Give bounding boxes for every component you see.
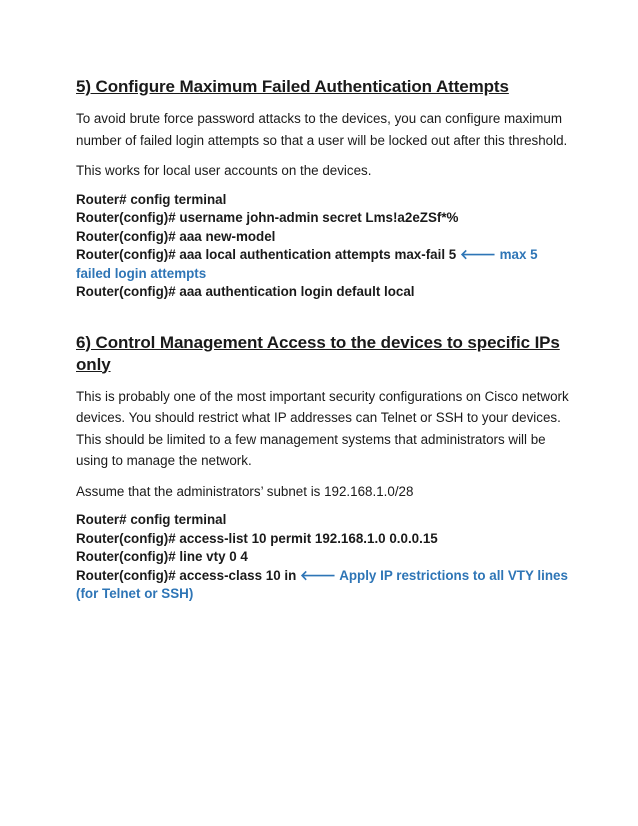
code-line: Router(config)# access-list 10 permit 192.168.1.0 0.0.0.15: [76, 530, 438, 546]
left-arrow-icon: 🡐: [459, 247, 496, 262]
section-5-heading: 5) Configure Maximum Failed Authentication Attempts: [76, 77, 509, 96]
code-annotation: max 5 failed login attempts: [76, 247, 538, 281]
code-text: Router(config)# aaa local authentication attempts max-fail 5: [76, 247, 457, 262]
section-5-code-block: [76, 191, 576, 302]
section-5-paragraph-1: To avoid brute force password attacks to the devices, you can configure maximum number of failed login attempts so that a user will be locked out after this threshold.: [76, 111, 568, 148]
code-line-with-note: [76, 567, 576, 604]
code-line: Router(config)# username john-admin secret Lms!a2eZSf*%: [76, 210, 459, 225]
code-text: Router(config)# access-class 10 in: [76, 567, 297, 583]
code-line-with-note: [76, 246, 576, 283]
code-line: Router(config)# aaa authentication login default local: [76, 284, 415, 299]
code-line: Router(config)# aaa new-model: [76, 228, 276, 244]
code-line: Router# config terminal: [76, 512, 227, 527]
section-6-code-block: [76, 511, 576, 604]
code-annotation: Apply IP restrictions to all VTY lines (for Telnet or SSH): [76, 567, 568, 601]
document-page: [76, 68, 576, 604]
section-5-paragraph-2: This works for local user accounts on the devices.: [76, 163, 372, 178]
section-6-paragraph-2: Assume that the administrators’ subnet is 192.168.1.0/28: [76, 483, 414, 499]
code-line: Router# config terminal: [76, 191, 227, 207]
section-6-heading: 6) Control Management Access to the devices to specific IPs only: [76, 332, 560, 374]
section-6-paragraph-1: This is probably one of the most important security configurations on Cisco network devices. You should restrict what IP addresses can Telnet or SSH to your devices. This should be limited to a few management systems that administrators will be using to manage the network.: [76, 388, 569, 468]
code-line: Router(config)# line vty 0 4: [76, 549, 248, 564]
left-arrow-icon: 🡐: [300, 567, 336, 583]
